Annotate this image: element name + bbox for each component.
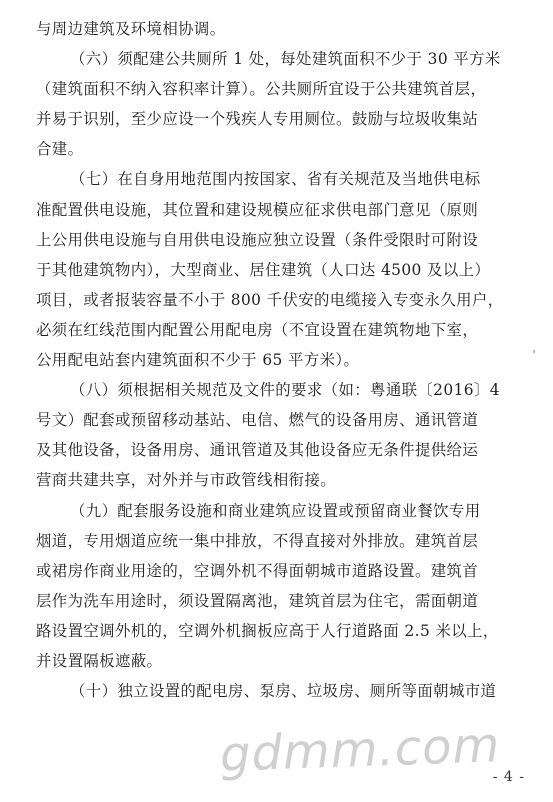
text-line: （七）在自身用地范围内按国家、省有关规范及当地供电标: [70, 170, 481, 189]
text-line: 于其他建筑物内），大型商业、居住建筑（人口达 4500 及以上）: [36, 260, 491, 279]
text-line: 与周边建筑及环境相协调。: [36, 20, 226, 38]
text-line: （十）独立设置的配电房、泵房、垃圾房、厕所等面朝城市道: [70, 682, 497, 701]
text-line: （八）须根据相关规范及文件的要求（如：粤通联〔2016〕4: [70, 381, 500, 400]
text-line: 上公用供电设施与自用供电设施应独立设置（条件受限时可附设: [36, 230, 479, 249]
text-line: 及其他设备，设备用房、通讯管道及其他设备应无条件提供给运: [36, 441, 479, 460]
text-line: 或裙房作商业用途的，空调外机不得面朝城市道路设置。建筑首: [36, 561, 479, 580]
text-line: 并设置隔板遮蔽。: [36, 651, 163, 670]
document-body: [36, 14, 520, 706]
text-line: 烟道，专用烟道应统一集中排放，不得直接对外排放。建筑首层: [36, 531, 479, 550]
watermark: gdmm.com: [219, 717, 502, 783]
text-line: 层作为洗车用途时，须设置隔离池，建筑首层为住宅，需面朝道: [36, 591, 479, 610]
text-line: 必须在红线范围内配置公用配电房（不宜设置在建筑物地下室，: [36, 320, 479, 339]
text-line: （建筑面积不纳入容积率计算）。公共厕所宜设于公共建筑首层，: [36, 80, 487, 99]
text-line: 号文）配套或预留移动基站、电信、燃气的设备用房、通讯管道: [36, 411, 479, 430]
text-line: 并易于识别，至少应设一个残疾人专用厕位。鼓励与垃圾收集站: [36, 110, 479, 129]
text-line: 营商共建共享，对外并与市政管线相衔接。: [36, 471, 337, 490]
text-line: 合建。: [36, 140, 84, 159]
margin-mark: [533, 350, 535, 353]
text-line: 项目，或者报装容量不小于 800 千伏安的电缆接入专变永久用户，: [36, 290, 504, 309]
text-line: 路设置空调外机的，空调外机搁板应高于人行道路面 2.5 米以上，: [36, 621, 499, 640]
text-line: （九）配套服务设施和商业建筑应设置或预留商业餐饮专用: [70, 501, 481, 520]
page-number: - 4 -: [492, 769, 525, 785]
text-line: （六）须配建公共厕所 1 处，每处建筑面积不少于 30 平方米: [70, 50, 501, 69]
text-line: 公用配电站套内建筑面积不少于 65 平方米）。: [36, 351, 360, 370]
text-line: 准配置供电设施，其位置和建设规模应征求供电部门意见（原则: [36, 200, 479, 219]
